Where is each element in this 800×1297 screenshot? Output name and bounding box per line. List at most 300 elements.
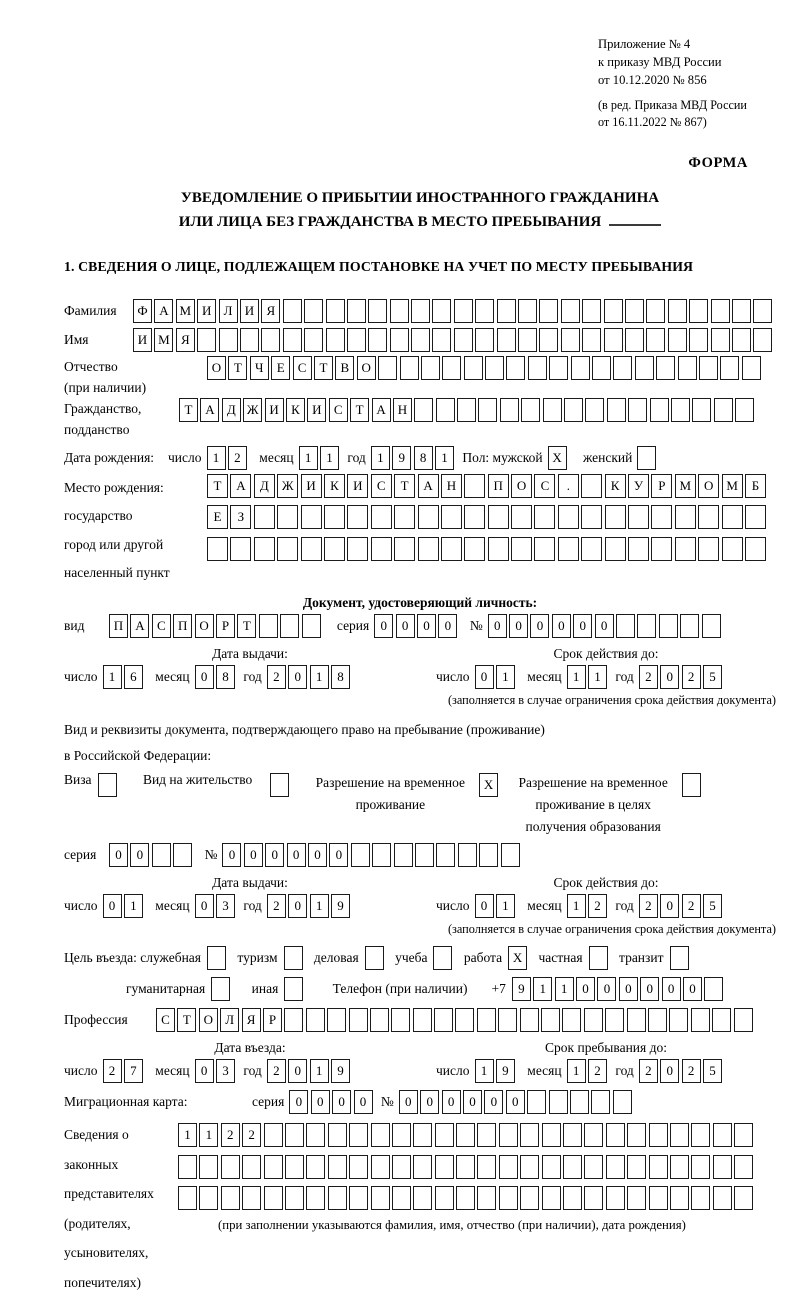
form-cell[interactable]: Д bbox=[254, 474, 275, 498]
form-cell[interactable] bbox=[464, 537, 485, 561]
form-cell[interactable]: О bbox=[199, 1008, 218, 1032]
form-cell[interactable]: Т bbox=[394, 474, 415, 498]
form-cell[interactable]: А bbox=[200, 398, 219, 422]
form-cell[interactable] bbox=[328, 1186, 347, 1210]
form-cell[interactable] bbox=[702, 614, 721, 638]
form-cell[interactable] bbox=[518, 299, 537, 323]
form-cell[interactable] bbox=[539, 299, 558, 323]
form-cell[interactable] bbox=[627, 1008, 646, 1032]
form-cell[interactable]: 0 bbox=[640, 977, 659, 1001]
form-cell[interactable] bbox=[302, 614, 321, 638]
form-cell[interactable]: П bbox=[109, 614, 128, 638]
form-cell[interactable]: Т bbox=[228, 356, 247, 380]
form-cell[interactable]: 2 bbox=[639, 1059, 658, 1083]
form-cell[interactable] bbox=[456, 1123, 475, 1147]
form-cell[interactable]: И bbox=[133, 328, 152, 352]
form-cell[interactable]: Т bbox=[350, 398, 369, 422]
form-cell[interactable]: М bbox=[675, 474, 696, 498]
form-cell[interactable] bbox=[413, 1155, 432, 1179]
form-cell[interactable]: О bbox=[357, 356, 376, 380]
form-cell[interactable]: К bbox=[605, 474, 626, 498]
form-cell[interactable] bbox=[178, 1186, 197, 1210]
purpose-business-checkbox[interactable] bbox=[365, 946, 384, 970]
form-cell[interactable]: Р bbox=[263, 1008, 282, 1032]
form-cell[interactable] bbox=[328, 1123, 347, 1147]
form-cell[interactable]: 9 bbox=[496, 1059, 515, 1083]
residence-permit-checkbox[interactable] bbox=[270, 773, 289, 797]
form-cell[interactable]: 2 bbox=[267, 894, 286, 918]
form-cell[interactable]: К bbox=[286, 398, 305, 422]
form-cell[interactable] bbox=[649, 1186, 668, 1210]
temp-residence-checkbox[interactable]: X bbox=[479, 773, 498, 797]
form-cell[interactable] bbox=[628, 537, 649, 561]
form-cell[interactable] bbox=[698, 537, 719, 561]
form-cell[interactable] bbox=[372, 843, 391, 867]
form-cell[interactable]: 0 bbox=[619, 977, 638, 1001]
form-cell[interactable] bbox=[485, 356, 504, 380]
form-cell[interactable]: 0 bbox=[463, 1090, 482, 1114]
form-cell[interactable] bbox=[464, 474, 485, 498]
form-cell[interactable] bbox=[432, 299, 451, 323]
form-cell[interactable] bbox=[418, 537, 439, 561]
form-cell[interactable] bbox=[477, 1123, 496, 1147]
form-cell[interactable]: 0 bbox=[311, 1090, 330, 1114]
form-cell[interactable] bbox=[549, 356, 568, 380]
form-cell[interactable]: В bbox=[335, 356, 354, 380]
form-cell[interactable]: 0 bbox=[660, 665, 679, 689]
purpose-other-checkbox[interactable] bbox=[284, 977, 303, 1001]
form-cell[interactable]: 8 bbox=[331, 665, 350, 689]
form-cell[interactable]: 0 bbox=[530, 614, 549, 638]
form-cell[interactable] bbox=[301, 505, 322, 529]
form-cell[interactable]: 0 bbox=[396, 614, 415, 638]
form-cell[interactable]: 0 bbox=[244, 843, 263, 867]
form-cell[interactable] bbox=[488, 505, 509, 529]
form-cell[interactable] bbox=[368, 299, 387, 323]
form-cell[interactable]: 1 bbox=[124, 894, 143, 918]
form-cell[interactable] bbox=[240, 328, 259, 352]
form-cell[interactable] bbox=[371, 505, 392, 529]
form-cell[interactable] bbox=[607, 398, 626, 422]
form-cell[interactable]: 9 bbox=[331, 1059, 350, 1083]
form-cell[interactable]: 0 bbox=[442, 1090, 461, 1114]
form-cell[interactable] bbox=[520, 1186, 539, 1210]
form-cell[interactable] bbox=[541, 1008, 560, 1032]
form-cell[interactable] bbox=[584, 1186, 603, 1210]
form-cell[interactable] bbox=[651, 537, 672, 561]
form-cell[interactable] bbox=[582, 299, 601, 323]
form-cell[interactable] bbox=[499, 1123, 518, 1147]
form-cell[interactable]: 0 bbox=[660, 894, 679, 918]
form-cell[interactable] bbox=[306, 1155, 325, 1179]
form-cell[interactable] bbox=[656, 356, 675, 380]
form-cell[interactable]: 0 bbox=[288, 894, 307, 918]
form-cell[interactable] bbox=[606, 1123, 625, 1147]
form-cell[interactable] bbox=[627, 1186, 646, 1210]
form-cell[interactable] bbox=[581, 537, 602, 561]
form-cell[interactable] bbox=[411, 299, 430, 323]
form-cell[interactable] bbox=[442, 356, 461, 380]
form-cell[interactable] bbox=[475, 328, 494, 352]
form-cell[interactable]: 5 bbox=[703, 1059, 722, 1083]
form-cell[interactable]: 1 bbox=[207, 446, 226, 470]
form-cell[interactable] bbox=[691, 1123, 710, 1147]
form-cell[interactable]: 0 bbox=[597, 977, 616, 1001]
form-cell[interactable] bbox=[347, 537, 368, 561]
purpose-study-checkbox[interactable] bbox=[433, 946, 452, 970]
form-cell[interactable]: Я bbox=[176, 328, 195, 352]
form-cell[interactable] bbox=[732, 299, 751, 323]
form-cell[interactable] bbox=[605, 505, 626, 529]
form-cell[interactable] bbox=[637, 614, 656, 638]
form-cell[interactable]: С bbox=[534, 474, 555, 498]
form-cell[interactable] bbox=[436, 398, 455, 422]
form-cell[interactable]: Л bbox=[220, 1008, 239, 1032]
form-cell[interactable]: И bbox=[307, 398, 326, 422]
form-cell[interactable]: П bbox=[488, 474, 509, 498]
form-cell[interactable]: 1 bbox=[496, 665, 515, 689]
form-cell[interactable]: Р bbox=[651, 474, 672, 498]
form-cell[interactable]: С bbox=[152, 614, 171, 638]
form-cell[interactable]: 1 bbox=[299, 446, 318, 470]
form-cell[interactable]: 0 bbox=[195, 1059, 214, 1083]
form-cell[interactable] bbox=[306, 1008, 325, 1032]
form-cell[interactable]: 0 bbox=[484, 1090, 503, 1114]
form-cell[interactable] bbox=[441, 537, 462, 561]
form-cell[interactable]: М bbox=[722, 474, 743, 498]
form-cell[interactable] bbox=[371, 537, 392, 561]
form-cell[interactable]: 0 bbox=[195, 894, 214, 918]
form-cell[interactable]: 0 bbox=[287, 843, 306, 867]
form-cell[interactable] bbox=[371, 1123, 390, 1147]
form-cell[interactable]: 9 bbox=[392, 446, 411, 470]
form-cell[interactable] bbox=[691, 1155, 710, 1179]
form-cell[interactable] bbox=[625, 328, 644, 352]
form-cell[interactable]: 1 bbox=[199, 1123, 218, 1147]
form-cell[interactable] bbox=[152, 843, 171, 867]
form-cell[interactable] bbox=[625, 299, 644, 323]
form-cell[interactable] bbox=[627, 1155, 646, 1179]
form-cell[interactable] bbox=[280, 614, 299, 638]
form-cell[interactable] bbox=[670, 1123, 689, 1147]
form-cell[interactable] bbox=[392, 1123, 411, 1147]
form-cell[interactable] bbox=[411, 328, 430, 352]
form-cell[interactable]: П bbox=[173, 614, 192, 638]
form-cell[interactable]: 9 bbox=[512, 977, 531, 1001]
form-cell[interactable] bbox=[259, 614, 278, 638]
form-cell[interactable] bbox=[454, 299, 473, 323]
form-cell[interactable]: 1 bbox=[475, 1059, 494, 1083]
form-cell[interactable]: 1 bbox=[435, 446, 454, 470]
form-cell[interactable]: . bbox=[558, 474, 579, 498]
form-cell[interactable]: 0 bbox=[109, 843, 128, 867]
form-cell[interactable]: Р bbox=[216, 614, 235, 638]
form-cell[interactable]: 0 bbox=[103, 894, 122, 918]
form-cell[interactable]: 0 bbox=[475, 665, 494, 689]
form-cell[interactable]: О bbox=[698, 474, 719, 498]
purpose-transit-checkbox[interactable] bbox=[670, 946, 689, 970]
form-cell[interactable]: Д bbox=[222, 398, 241, 422]
form-cell[interactable]: 0 bbox=[683, 977, 702, 1001]
form-cell[interactable]: 3 bbox=[216, 1059, 235, 1083]
form-cell[interactable] bbox=[592, 356, 611, 380]
form-cell[interactable] bbox=[542, 1186, 561, 1210]
form-cell[interactable]: 1 bbox=[588, 665, 607, 689]
form-cell[interactable]: О bbox=[511, 474, 532, 498]
form-cell[interactable] bbox=[301, 537, 322, 561]
form-cell[interactable] bbox=[497, 328, 516, 352]
form-cell[interactable]: И bbox=[265, 398, 284, 422]
form-cell[interactable] bbox=[347, 299, 366, 323]
form-cell[interactable] bbox=[605, 1008, 624, 1032]
form-cell[interactable] bbox=[613, 1090, 632, 1114]
form-cell[interactable] bbox=[499, 1155, 518, 1179]
form-cell[interactable] bbox=[371, 1155, 390, 1179]
form-cell[interactable] bbox=[347, 328, 366, 352]
form-cell[interactable]: И bbox=[301, 474, 322, 498]
form-cell[interactable] bbox=[691, 1008, 710, 1032]
form-cell[interactable] bbox=[413, 1123, 432, 1147]
form-cell[interactable] bbox=[414, 398, 433, 422]
form-cell[interactable] bbox=[277, 505, 298, 529]
purpose-official-checkbox[interactable] bbox=[207, 946, 226, 970]
form-cell[interactable]: Я bbox=[242, 1008, 261, 1032]
form-cell[interactable] bbox=[649, 1155, 668, 1179]
form-cell[interactable] bbox=[678, 356, 697, 380]
male-checkbox[interactable]: X bbox=[548, 446, 567, 470]
form-cell[interactable]: Т bbox=[237, 614, 256, 638]
form-cell[interactable] bbox=[434, 1008, 453, 1032]
form-cell[interactable] bbox=[581, 474, 602, 498]
form-cell[interactable]: Е bbox=[271, 356, 290, 380]
form-cell[interactable]: 2 bbox=[242, 1123, 261, 1147]
form-cell[interactable]: Ф bbox=[133, 299, 152, 323]
form-cell[interactable]: 0 bbox=[420, 1090, 439, 1114]
form-cell[interactable] bbox=[413, 1186, 432, 1210]
form-cell[interactable]: 0 bbox=[265, 843, 284, 867]
form-cell[interactable] bbox=[542, 1123, 561, 1147]
form-cell[interactable]: Ч bbox=[250, 356, 269, 380]
form-cell[interactable]: Я bbox=[261, 299, 280, 323]
form-cell[interactable]: Н bbox=[393, 398, 412, 422]
form-cell[interactable] bbox=[413, 1008, 432, 1032]
form-cell[interactable]: 2 bbox=[228, 446, 247, 470]
form-cell[interactable]: 1 bbox=[178, 1123, 197, 1147]
form-cell[interactable] bbox=[207, 537, 228, 561]
visa-checkbox[interactable] bbox=[98, 773, 117, 797]
form-cell[interactable] bbox=[400, 356, 419, 380]
form-cell[interactable] bbox=[499, 1186, 518, 1210]
form-cell[interactable] bbox=[285, 1186, 304, 1210]
form-cell[interactable] bbox=[571, 356, 590, 380]
form-cell[interactable]: 1 bbox=[310, 894, 329, 918]
form-cell[interactable] bbox=[659, 614, 678, 638]
form-cell[interactable] bbox=[441, 505, 462, 529]
form-cell[interactable] bbox=[506, 356, 525, 380]
form-cell[interactable] bbox=[199, 1155, 218, 1179]
form-cell[interactable] bbox=[435, 1186, 454, 1210]
form-cell[interactable]: 0 bbox=[595, 614, 614, 638]
form-cell[interactable] bbox=[518, 328, 537, 352]
form-cell[interactable] bbox=[435, 1123, 454, 1147]
form-cell[interactable] bbox=[753, 328, 772, 352]
form-cell[interactable]: 2 bbox=[639, 665, 658, 689]
form-cell[interactable]: З bbox=[230, 505, 251, 529]
form-cell[interactable]: 0 bbox=[222, 843, 241, 867]
form-cell[interactable] bbox=[564, 398, 583, 422]
form-cell[interactable] bbox=[497, 299, 516, 323]
form-cell[interactable]: 0 bbox=[662, 977, 681, 1001]
form-cell[interactable] bbox=[606, 1186, 625, 1210]
form-cell[interactable] bbox=[520, 1008, 539, 1032]
form-cell[interactable] bbox=[745, 537, 766, 561]
form-cell[interactable] bbox=[649, 1123, 668, 1147]
form-cell[interactable] bbox=[714, 398, 733, 422]
form-cell[interactable]: С bbox=[293, 356, 312, 380]
form-cell[interactable] bbox=[534, 537, 555, 561]
form-cell[interactable]: 0 bbox=[475, 894, 494, 918]
form-cell[interactable] bbox=[421, 356, 440, 380]
form-cell[interactable] bbox=[283, 299, 302, 323]
form-cell[interactable] bbox=[455, 1008, 474, 1032]
form-cell[interactable] bbox=[616, 614, 635, 638]
form-cell[interactable] bbox=[458, 843, 477, 867]
form-cell[interactable]: 3 bbox=[216, 894, 235, 918]
form-cell[interactable] bbox=[584, 1155, 603, 1179]
form-cell[interactable]: 0 bbox=[417, 614, 436, 638]
form-cell[interactable] bbox=[722, 537, 743, 561]
form-cell[interactable] bbox=[324, 505, 345, 529]
form-cell[interactable] bbox=[539, 328, 558, 352]
form-cell[interactable] bbox=[543, 398, 562, 422]
form-cell[interactable] bbox=[711, 299, 730, 323]
form-cell[interactable] bbox=[500, 398, 519, 422]
female-checkbox[interactable] bbox=[637, 446, 656, 470]
form-cell[interactable] bbox=[432, 328, 451, 352]
form-cell[interactable] bbox=[692, 398, 711, 422]
form-cell[interactable] bbox=[456, 1186, 475, 1210]
form-cell[interactable]: А bbox=[154, 299, 173, 323]
form-cell[interactable] bbox=[699, 356, 718, 380]
form-cell[interactable]: 2 bbox=[682, 665, 701, 689]
form-cell[interactable]: Т bbox=[314, 356, 333, 380]
form-cell[interactable] bbox=[277, 537, 298, 561]
form-cell[interactable] bbox=[349, 1186, 368, 1210]
form-cell[interactable]: 1 bbox=[567, 665, 586, 689]
form-cell[interactable]: 1 bbox=[496, 894, 515, 918]
form-cell[interactable]: 0 bbox=[332, 1090, 351, 1114]
form-cell[interactable]: 0 bbox=[374, 614, 393, 638]
form-cell[interactable] bbox=[254, 505, 275, 529]
purpose-work-checkbox[interactable]: X bbox=[508, 946, 527, 970]
form-cell[interactable] bbox=[435, 1155, 454, 1179]
form-cell[interactable] bbox=[691, 1186, 710, 1210]
form-cell[interactable] bbox=[668, 328, 687, 352]
form-cell[interactable] bbox=[668, 299, 687, 323]
form-cell[interactable] bbox=[675, 537, 696, 561]
form-cell[interactable] bbox=[669, 1008, 688, 1032]
form-cell[interactable]: 0 bbox=[573, 614, 592, 638]
form-cell[interactable] bbox=[712, 1008, 731, 1032]
form-cell[interactable] bbox=[585, 398, 604, 422]
form-cell[interactable] bbox=[370, 1008, 389, 1032]
form-cell[interactable] bbox=[477, 1008, 496, 1032]
form-cell[interactable] bbox=[591, 1090, 610, 1114]
form-cell[interactable]: Т bbox=[177, 1008, 196, 1032]
form-cell[interactable] bbox=[689, 328, 708, 352]
form-cell[interactable] bbox=[349, 1155, 368, 1179]
form-cell[interactable] bbox=[326, 299, 345, 323]
form-cell[interactable] bbox=[454, 328, 473, 352]
form-cell[interactable]: 1 bbox=[310, 1059, 329, 1083]
form-cell[interactable] bbox=[264, 1155, 283, 1179]
form-cell[interactable] bbox=[606, 1155, 625, 1179]
form-cell[interactable]: Л bbox=[219, 299, 238, 323]
form-cell[interactable]: 0 bbox=[308, 843, 327, 867]
form-cell[interactable]: Ж bbox=[277, 474, 298, 498]
form-cell[interactable] bbox=[563, 1123, 582, 1147]
form-cell[interactable] bbox=[584, 1008, 603, 1032]
form-cell[interactable] bbox=[635, 356, 654, 380]
form-cell[interactable] bbox=[628, 505, 649, 529]
form-cell[interactable] bbox=[328, 1155, 347, 1179]
form-cell[interactable] bbox=[570, 1090, 589, 1114]
form-cell[interactable]: 0 bbox=[660, 1059, 679, 1083]
form-cell[interactable] bbox=[371, 1186, 390, 1210]
form-cell[interactable]: 0 bbox=[195, 665, 214, 689]
form-cell[interactable] bbox=[197, 328, 216, 352]
form-cell[interactable] bbox=[285, 1123, 304, 1147]
form-cell[interactable] bbox=[304, 328, 323, 352]
form-cell[interactable] bbox=[261, 328, 280, 352]
form-cell[interactable] bbox=[394, 537, 415, 561]
form-cell[interactable]: 2 bbox=[588, 1059, 607, 1083]
form-cell[interactable] bbox=[680, 614, 699, 638]
form-cell[interactable] bbox=[242, 1186, 261, 1210]
form-cell[interactable] bbox=[178, 1155, 197, 1179]
form-cell[interactable]: Н bbox=[441, 474, 462, 498]
purpose-humanitarian-checkbox[interactable] bbox=[211, 977, 230, 1001]
form-cell[interactable] bbox=[561, 299, 580, 323]
form-cell[interactable] bbox=[368, 328, 387, 352]
form-cell[interactable] bbox=[304, 299, 323, 323]
form-cell[interactable] bbox=[173, 843, 192, 867]
form-cell[interactable]: С bbox=[371, 474, 392, 498]
form-cell[interactable] bbox=[562, 1008, 581, 1032]
form-cell[interactable]: И bbox=[347, 474, 368, 498]
form-cell[interactable]: А bbox=[372, 398, 391, 422]
form-cell[interactable] bbox=[646, 328, 665, 352]
form-cell[interactable]: 9 bbox=[331, 894, 350, 918]
form-cell[interactable] bbox=[392, 1186, 411, 1210]
form-cell[interactable]: К bbox=[324, 474, 345, 498]
form-cell[interactable]: У bbox=[628, 474, 649, 498]
form-cell[interactable] bbox=[520, 1123, 539, 1147]
form-cell[interactable] bbox=[628, 398, 647, 422]
form-cell[interactable] bbox=[511, 505, 532, 529]
form-cell[interactable]: 0 bbox=[399, 1090, 418, 1114]
form-cell[interactable] bbox=[581, 505, 602, 529]
form-cell[interactable]: 5 bbox=[703, 665, 722, 689]
form-cell[interactable] bbox=[713, 1155, 732, 1179]
form-cell[interactable]: С bbox=[329, 398, 348, 422]
form-cell[interactable] bbox=[671, 398, 690, 422]
form-cell[interactable] bbox=[477, 1155, 496, 1179]
form-cell[interactable] bbox=[456, 1155, 475, 1179]
form-cell[interactable]: 1 bbox=[567, 894, 586, 918]
form-cell[interactable]: 2 bbox=[221, 1123, 240, 1147]
form-cell[interactable] bbox=[648, 1008, 667, 1032]
